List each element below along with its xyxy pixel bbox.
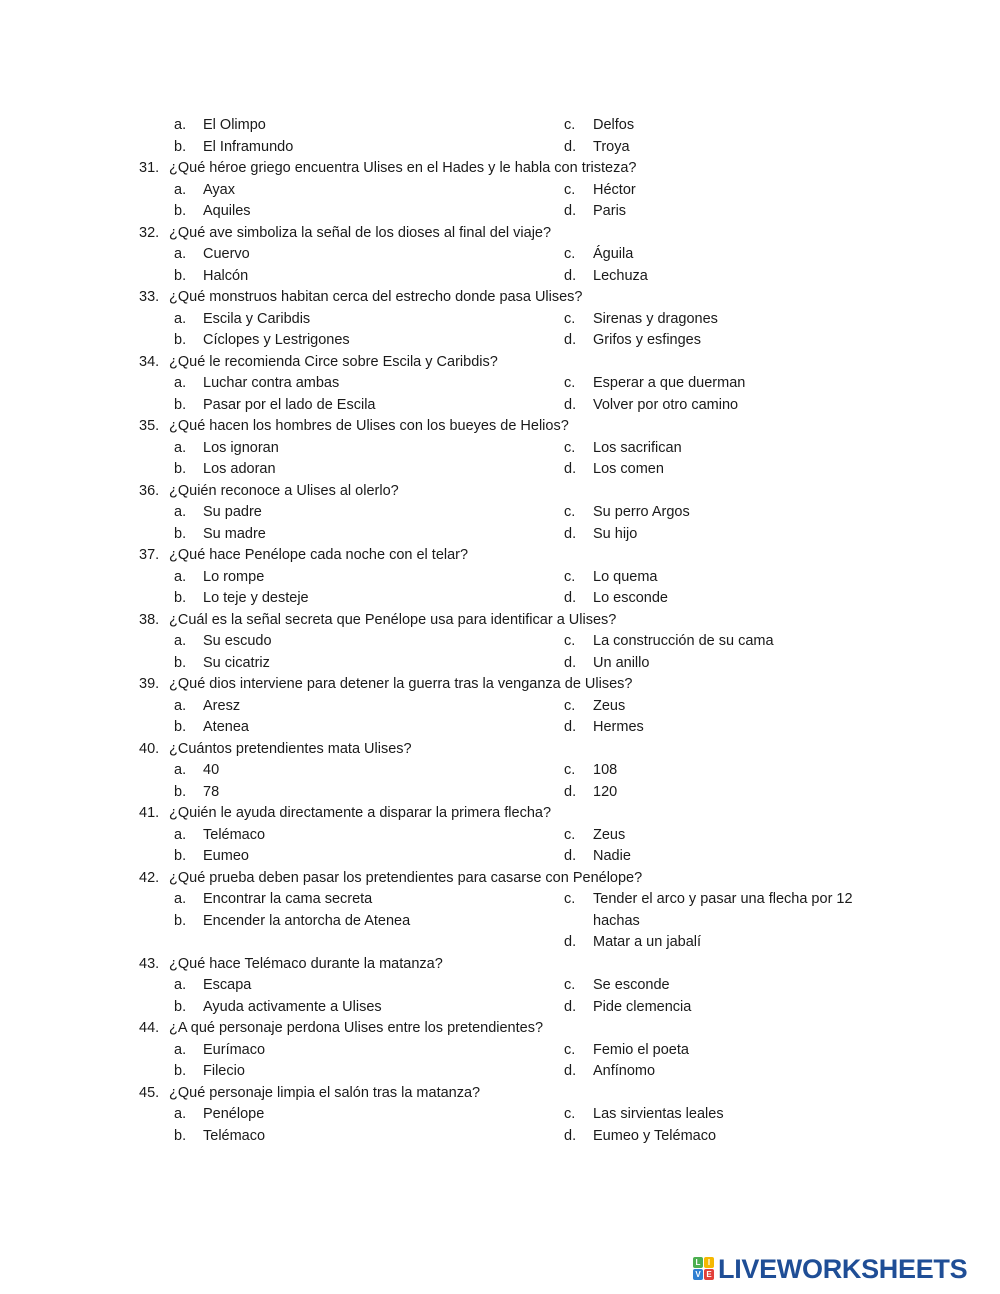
question-number: 42.: [139, 869, 160, 886]
option-a[interactable]: Luchar contra ambas: [203, 375, 340, 391]
option-d[interactable]: Volver por otro camino: [593, 396, 739, 413]
option-letter-c: c.: [564, 117, 576, 133]
option-a[interactable]: Eurímaco: [203, 1041, 266, 1058]
option-c[interactable]: Lo quema: [593, 568, 658, 585]
option-letter-a: a.: [174, 568, 187, 585]
options-row: [0, 889, 1000, 911]
option-letter-b: b.: [174, 654, 187, 671]
option-d[interactable]: Lechuza: [593, 267, 648, 284]
option-c[interactable]: Los sacrifican: [593, 439, 682, 456]
option-c[interactable]: Esperar a que duerman: [593, 375, 746, 391]
option-d[interactable]: Matar a un jabalí: [593, 934, 702, 950]
option-letter-a: a.: [174, 1106, 187, 1122]
question-row: [0, 1018, 1000, 1040]
option-letter-c: c.: [564, 762, 576, 778]
option-letter-d: d.: [564, 525, 577, 542]
options-row: [0, 180, 1000, 202]
options-row: [0, 438, 1000, 460]
option-letter-b: b.: [174, 912, 187, 929]
option-letter-c: c.: [564, 977, 576, 993]
options-row: [0, 244, 1000, 266]
question-number: 34.: [139, 353, 160, 370]
question-item: [0, 868, 1000, 954]
option-letter-d: d.: [564, 203, 577, 219]
option-letter-a: a.: [174, 504, 187, 520]
option-b[interactable]: Telémaco: [203, 1127, 266, 1144]
question-number: 38.: [139, 611, 160, 628]
option-d[interactable]: Un anillo: [593, 654, 650, 671]
question-row: [0, 674, 1000, 696]
options-row: [0, 395, 1000, 417]
question-row: [0, 1083, 1000, 1105]
question-item: [0, 223, 1000, 288]
option-letter-c: c.: [564, 633, 576, 649]
option-a[interactable]: Encontrar la cama secreta: [203, 891, 373, 907]
question-text: ¿Qué hace Telémaco durante la matanza?: [169, 955, 443, 972]
option-letter-d: d.: [564, 590, 577, 606]
options-row: [0, 1104, 1000, 1126]
option-b[interactable]: Halcón: [203, 267, 249, 284]
question-number: 32.: [139, 224, 160, 241]
question-text: ¿Qué hace Penélope cada noche con el telar?: [169, 547, 469, 563]
option-a[interactable]: El Olimpo: [203, 117, 266, 133]
option-d[interactable]: Hermes: [593, 719, 644, 735]
options-row: [0, 502, 1000, 524]
option-letter-a: a.: [174, 181, 187, 198]
options-row: [0, 201, 1000, 223]
option-a[interactable]: 40: [203, 762, 220, 778]
option-a[interactable]: Aresz: [203, 697, 241, 714]
question-row: [0, 954, 1000, 976]
option-a[interactable]: Escila y Caribdis: [203, 310, 311, 327]
option-letter-c: c.: [564, 826, 576, 843]
question-row: [0, 803, 1000, 825]
question-text: ¿Qué monstruos habitan cerca del estrecho donde pasa Ulises?: [169, 289, 583, 305]
option-letter-a: a.: [174, 826, 187, 843]
options-row: [0, 373, 1000, 395]
option-letter-b: b.: [174, 138, 187, 155]
option-c[interactable]: Las sirvientas leales: [593, 1106, 724, 1122]
option-c[interactable]: Zeus: [593, 826, 626, 843]
option-letter-b: b.: [174, 332, 187, 348]
option-c-continued[interactable]: hachas: [593, 912, 640, 929]
question-row: [0, 352, 1000, 374]
option-letter-a: a.: [174, 375, 187, 391]
option-b[interactable]: Su madre: [203, 525, 266, 542]
option-letter-d: d.: [564, 267, 577, 284]
question-text: ¿Qué hacen los hombres de Ulises con los bueyes de Helios?: [169, 418, 569, 434]
option-d[interactable]: Troya: [593, 138, 630, 155]
option-letter-a: a.: [174, 697, 187, 714]
option-d[interactable]: Anfínomo: [593, 1063, 656, 1079]
option-d[interactable]: Grifos y esfinges: [593, 332, 701, 348]
option-letter-c: c.: [564, 375, 576, 391]
options-row: [0, 653, 1000, 675]
option-b[interactable]: Encender la antorcha de Atenea: [203, 912, 411, 929]
option-b[interactable]: Los adoran: [203, 461, 276, 477]
option-letter-c: c.: [564, 1106, 576, 1122]
option-letter-b: b.: [174, 461, 187, 477]
option-d[interactable]: Nadie: [593, 848, 631, 864]
option-letter-a: a.: [174, 439, 187, 456]
option-b[interactable]: Cíclopes y Lestrigones: [203, 332, 350, 348]
options-row: [0, 459, 1000, 481]
option-letter-c: c.: [564, 697, 576, 714]
option-letter-b: b.: [174, 590, 187, 606]
option-letter-c: c.: [564, 891, 576, 907]
options-row: [0, 567, 1000, 589]
question-number: 36.: [139, 482, 160, 499]
question-text: ¿Qué le recomienda Circe sobre Escila y Caribdis?: [169, 353, 498, 370]
option-a[interactable]: Penélope: [203, 1106, 265, 1122]
option-c[interactable]: La construcción de su cama: [593, 633, 774, 649]
option-letter-d: d.: [564, 998, 577, 1015]
option-a[interactable]: Escapa: [203, 977, 252, 993]
question-text: ¿Cuántos pretendientes mata Ulises?: [169, 740, 412, 757]
question-row: [0, 481, 1000, 503]
question-text: ¿Qué prueba deben pasar los pretendientes para casarse con Penélope?: [169, 869, 643, 886]
option-letter-a: a.: [174, 117, 187, 133]
options-row: [0, 911, 1000, 933]
option-b[interactable]: 78: [203, 783, 220, 800]
question-row: [0, 416, 1000, 438]
option-a[interactable]: Su padre: [203, 504, 262, 520]
option-letter-c: c.: [564, 181, 576, 198]
option-c[interactable]: Se esconde: [593, 977, 670, 993]
option-d[interactable]: Pide clemencia: [593, 998, 692, 1015]
question-number: 44.: [139, 1020, 160, 1036]
question-row: [0, 868, 1000, 890]
question-text: ¿Qué dios interviene para detener la guerra tras la venganza de Ulises?: [169, 676, 633, 692]
question-item: [0, 954, 1000, 1019]
question-number: 40.: [139, 740, 160, 757]
question-row: [0, 223, 1000, 245]
options-row: [0, 330, 1000, 352]
option-c[interactable]: Tender el arco y pasar una flecha por 12: [593, 891, 853, 907]
option-letter-a: a.: [174, 977, 187, 993]
options-row: [0, 696, 1000, 718]
option-b[interactable]: El Inframundo: [203, 138, 294, 155]
option-c[interactable]: Zeus: [593, 697, 626, 714]
option-b[interactable]: Pasar por el lado de Escila: [203, 396, 376, 413]
options-row: [0, 932, 1000, 954]
question-text: ¿A qué personaje perdona Ulises entre los pretendientes?: [169, 1020, 544, 1036]
option-letter-c: c.: [564, 1041, 576, 1058]
option-letter-d: d.: [564, 1063, 577, 1079]
question-item: [0, 416, 1000, 481]
question-item: [0, 1018, 1000, 1083]
option-letter-b: b.: [174, 396, 187, 413]
option-letter-b: b.: [174, 1127, 187, 1144]
option-a[interactable]: Lo rompe: [203, 568, 265, 585]
option-c[interactable]: Femio el poeta: [593, 1041, 689, 1058]
option-letter-d: d.: [564, 783, 577, 800]
question-row: [0, 739, 1000, 761]
option-b[interactable]: Lo teje y desteje: [203, 590, 309, 606]
option-letter-b: b.: [174, 267, 187, 284]
options-row: [0, 631, 1000, 653]
question-number: 41.: [139, 805, 160, 821]
question-row: [0, 610, 1000, 632]
option-c[interactable]: Águila: [593, 246, 634, 262]
option-d[interactable]: 120: [593, 783, 618, 800]
option-c[interactable]: Sirenas y dragones: [593, 310, 718, 327]
option-letter-a: a.: [174, 891, 187, 907]
option-c[interactable]: Delfos: [593, 117, 635, 133]
option-letter-d: d.: [564, 396, 577, 413]
question-item: [0, 739, 1000, 804]
options-row: [0, 717, 1000, 739]
option-d[interactable]: Eumeo y Telémaco: [593, 1127, 717, 1144]
options-row: [0, 1040, 1000, 1062]
option-letter-c: c.: [564, 568, 576, 585]
option-letter-d: d.: [564, 719, 577, 735]
options-row: [0, 782, 1000, 804]
liveworksheets-logo-icon: L I V E: [693, 1257, 715, 1281]
question-item: [0, 610, 1000, 675]
options-row: [0, 137, 1000, 159]
option-letter-b: b.: [174, 783, 187, 800]
question-item: [0, 1083, 1000, 1148]
option-letter-b: b.: [174, 848, 187, 864]
options-row: [0, 1061, 1000, 1083]
brand-name: LIVEWORKSHEETS: [718, 1254, 968, 1284]
option-letter-a: a.: [174, 246, 187, 262]
liveworksheets-logo: [693, 1254, 993, 1284]
options-row: [0, 975, 1000, 997]
option-d[interactable]: Su hijo: [593, 525, 638, 542]
option-a[interactable]: Su escudo: [203, 633, 272, 649]
option-b[interactable]: Ayuda activamente a Ulises: [203, 998, 382, 1015]
option-letter-d: d.: [564, 138, 577, 155]
option-a[interactable]: Cuervo: [203, 246, 250, 262]
question-text: ¿Quién reconoce a Ulises al olerlo?: [169, 482, 399, 499]
option-letter-d: d.: [564, 934, 577, 950]
question-row: [0, 158, 1000, 180]
question-item: [0, 352, 1000, 417]
option-c[interactable]: Su perro Argos: [593, 504, 690, 520]
option-a[interactable]: Los ignoran: [203, 439, 279, 456]
option-letter-a: a.: [174, 633, 187, 649]
question-text: ¿Qué héroe griego encuentra Ulises en el Hades y le habla con tristeza?: [169, 160, 637, 176]
option-letter-b: b.: [174, 1063, 187, 1079]
options-row: [0, 760, 1000, 782]
option-letter-d: d.: [564, 1127, 577, 1144]
question-text: ¿Cuál es la señal secreta que Penélope usa para identificar a Ulises?: [169, 611, 617, 628]
option-a[interactable]: Ayax: [203, 181, 235, 198]
option-letter-a: a.: [174, 310, 187, 327]
option-d[interactable]: Los comen: [593, 461, 664, 477]
question-number: 35.: [139, 418, 160, 434]
option-letter-c: c.: [564, 310, 576, 327]
question-item: [0, 803, 1000, 868]
options-row: [0, 524, 1000, 546]
option-b[interactable]: Su cicatriz: [203, 654, 270, 671]
question-row: [0, 545, 1000, 567]
options-row: [0, 846, 1000, 868]
question-text: ¿Qué ave simboliza la señal de los dioses al final del viaje?: [169, 224, 552, 241]
question-text: ¿Qué personaje limpia el salón tras la matanza?: [169, 1084, 481, 1101]
question-item: [0, 158, 1000, 223]
question-item: [0, 481, 1000, 546]
question-text: ¿Quién le ayuda directamente a disparar la primera flecha?: [169, 805, 552, 821]
option-d[interactable]: Lo esconde: [593, 590, 668, 606]
worksheet: [0, 115, 1000, 1147]
question-number: 45.: [139, 1084, 160, 1101]
option-b[interactable]: Atenea: [203, 719, 249, 735]
question-number: 43.: [139, 955, 160, 972]
option-letter-b: b.: [174, 203, 187, 219]
option-letter-b: b.: [174, 719, 187, 735]
option-letter-a: a.: [174, 762, 187, 778]
question-row: [0, 287, 1000, 309]
option-letter-c: c.: [564, 246, 576, 262]
option-letter-b: b.: [174, 525, 187, 542]
option-b[interactable]: Eumeo: [203, 848, 249, 864]
options-row: [0, 309, 1000, 331]
option-letter-d: d.: [564, 654, 577, 671]
option-letter-c: c.: [564, 504, 576, 520]
option-letter-d: d.: [564, 332, 577, 348]
option-letter-a: a.: [174, 1041, 187, 1058]
option-letter-c: c.: [564, 439, 576, 456]
option-d[interactable]: Paris: [593, 203, 627, 219]
options-row: [0, 115, 1000, 137]
option-a[interactable]: Telémaco: [203, 826, 266, 843]
options-row: [0, 588, 1000, 610]
option-c[interactable]: Héctor: [593, 181, 636, 198]
question-item: [0, 545, 1000, 610]
question-number: 31.: [139, 160, 160, 176]
option-b[interactable]: Aquiles: [203, 203, 251, 219]
options-row: [0, 266, 1000, 288]
option-b[interactable]: Filecio: [203, 1063, 245, 1079]
question-number: 33.: [139, 289, 160, 305]
option-letter-d: d.: [564, 848, 577, 864]
option-c[interactable]: 108: [593, 762, 618, 778]
options-row: [0, 1126, 1000, 1148]
option-letter-d: d.: [564, 461, 577, 477]
option-letter-b: b.: [174, 998, 187, 1015]
question-number: 37.: [139, 547, 160, 563]
question-item: [0, 287, 1000, 352]
options-row: [0, 997, 1000, 1019]
options-row: [0, 825, 1000, 847]
question-number: 39.: [139, 676, 160, 692]
question-item: [0, 674, 1000, 739]
